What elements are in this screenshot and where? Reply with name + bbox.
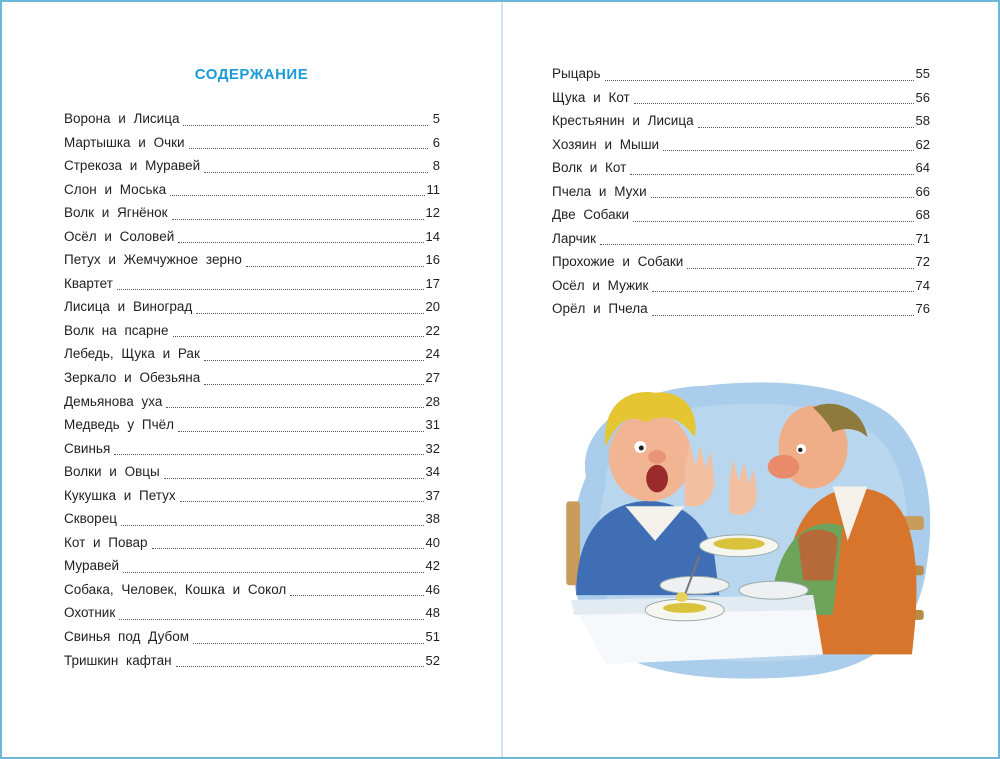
toc-entry-title: Кукушка и Петух [64, 487, 176, 503]
dot-leader [117, 289, 424, 290]
toc-entry[interactable] [552, 253, 930, 277]
toc-entry-title: Скворец [64, 511, 117, 527]
dot-leader [172, 219, 424, 220]
toc-entry-title: Охотник [64, 605, 116, 621]
toc-entry-title: Щука и Кот [552, 89, 630, 105]
illustration-art [545, 368, 943, 684]
toc-entry-page: 56 [915, 89, 930, 105]
toc-entry-title: Зеркало и Обезьяна [64, 370, 201, 386]
toc-entry-title: Осёл и Соловей [64, 228, 175, 244]
toc-entry[interactable] [552, 277, 930, 301]
toc-entry[interactable] [64, 275, 440, 299]
toc-entry-title: Ларчик [552, 230, 597, 246]
toc-entry-page: 27 [425, 370, 440, 386]
toc-entry[interactable] [64, 416, 440, 440]
toc-entry[interactable] [552, 112, 930, 136]
toc-entry-title: Тришкин кафтан [64, 652, 172, 668]
toc-entry-page: 32 [425, 440, 440, 456]
toc-entry-page: 22 [425, 322, 440, 338]
toc-entry[interactable] [64, 322, 440, 346]
toc-entry[interactable] [552, 159, 930, 183]
toc-entry[interactable] [64, 604, 440, 628]
toc-entry-page: 52 [425, 652, 440, 668]
toc-entry-page: 40 [425, 534, 440, 550]
toc-entry-title: Слон и Моська [64, 181, 167, 197]
dot-leader [178, 242, 423, 243]
dot-leader [634, 103, 914, 104]
dot-leader [698, 127, 914, 128]
dot-leader [173, 336, 424, 337]
toc-entry-page: 62 [915, 136, 930, 152]
toc-entry[interactable] [64, 510, 440, 534]
toc-entry-title: Свинья [64, 440, 111, 456]
dot-leader [600, 244, 913, 245]
right-page [503, 2, 1000, 757]
dot-leader [178, 431, 424, 432]
left-page [2, 2, 501, 757]
toc-entry[interactable] [552, 300, 930, 324]
toc-entry-title: Две Собаки [552, 207, 630, 223]
toc-entry-page: 37 [425, 487, 440, 503]
toc-entry-title: Демьянова уха [64, 393, 163, 409]
toc-entry-page: 31 [425, 417, 440, 433]
dot-leader [687, 268, 913, 269]
dot-leader [204, 172, 428, 173]
toc-entry[interactable] [64, 134, 440, 158]
toc-entry-title: Пчела и Мухи [552, 183, 647, 199]
toc-entry[interactable] [552, 183, 930, 207]
toc-entry[interactable] [64, 369, 440, 393]
toc-entry[interactable] [64, 534, 440, 558]
toc-entry-title: Свинья под Дубом [64, 629, 190, 645]
toc-entry-title: Волк и Кот [552, 160, 627, 176]
dot-leader [170, 195, 424, 196]
dot-leader [164, 478, 424, 479]
toc-entry-page: 17 [425, 275, 440, 291]
dot-leader [152, 548, 424, 549]
toc-entry-title: Крестьянин и Лисица [552, 113, 694, 129]
toc-entry-page: 68 [915, 207, 930, 223]
toc-entry[interactable] [64, 581, 440, 605]
dot-leader [176, 666, 424, 667]
dot-leader [189, 148, 428, 149]
toc-entry-title: Медведь у Пчёл [64, 417, 175, 433]
dot-leader [630, 174, 913, 175]
dot-leader [196, 313, 423, 314]
toc-entry[interactable] [64, 181, 440, 205]
toc-entry[interactable] [64, 557, 440, 581]
toc-entry-page: 20 [425, 299, 440, 315]
toc-entry-title: Мартышка и Очки [64, 134, 185, 150]
illustration-demyanova-ukha [545, 368, 943, 684]
toc-title: СОДЕРЖАНИЕ [194, 66, 309, 83]
toc-entry-page: 16 [425, 252, 440, 268]
toc-entry-page: 6 [432, 134, 440, 150]
dot-leader [123, 572, 423, 573]
toc-entry-page: 64 [915, 160, 930, 176]
toc-entry-page: 51 [425, 629, 440, 645]
toc-entry-title: Стрекоза и Муравей [64, 158, 201, 174]
toc-entry-page: 28 [425, 393, 440, 409]
toc-entry-title: Рыцарь [552, 66, 601, 81]
toc-entry[interactable] [64, 628, 440, 652]
toc-entry-page: 34 [425, 464, 440, 480]
toc-entry-title: Волк на псарне [64, 322, 169, 338]
toc-entry-page: 74 [915, 277, 930, 293]
toc-entry-page: 42 [425, 558, 440, 574]
toc-entry-page: 76 [915, 301, 930, 317]
dot-leader [651, 197, 914, 198]
dot-leader [180, 501, 424, 502]
toc-entry-title: Кот и Повар [64, 534, 148, 550]
toc-entry[interactable] [64, 487, 440, 511]
toc-entry-page: 5 [432, 111, 440, 126]
dot-leader [246, 266, 424, 267]
toc-entry[interactable] [64, 298, 440, 322]
toc-entry[interactable] [552, 136, 930, 160]
toc-entry-title: Орёл и Пчела [552, 301, 648, 317]
toc-entry-title: Ворона и Лисица [64, 111, 180, 126]
toc-entry[interactable] [64, 463, 440, 487]
toc-entry-title: Волк и Ягнёнок [64, 205, 168, 221]
toc-entry[interactable] [64, 345, 440, 369]
dot-leader [121, 525, 424, 526]
toc-entry-page: 14 [425, 228, 440, 244]
toc-entry-page: 48 [425, 605, 440, 621]
toc-entry-title: Лисица и Виноград [64, 299, 193, 315]
toc-entry[interactable] [552, 230, 930, 254]
toc-entry[interactable] [64, 393, 440, 417]
dot-leader [605, 80, 914, 81]
dot-leader [193, 643, 424, 644]
toc-entry-page: 58 [915, 113, 930, 129]
dot-leader [652, 291, 913, 292]
toc-entry[interactable] [64, 204, 440, 228]
toc-entry-title: Волки и Овцы [64, 464, 160, 480]
dot-leader [663, 150, 913, 151]
toc-entry-page: 72 [915, 254, 930, 270]
dot-leader [119, 619, 423, 620]
dot-leader [183, 125, 428, 126]
toc-list-left [64, 110, 440, 675]
toc-entry[interactable] [552, 65, 930, 89]
toc-entry[interactable] [552, 89, 930, 113]
toc-entry-title: Осёл и Мужик [552, 277, 649, 293]
toc-entry[interactable] [64, 110, 440, 134]
dot-leader [114, 454, 423, 455]
toc-entry[interactable] [64, 251, 440, 275]
toc-entry-page: 24 [425, 346, 440, 362]
toc-list-right [552, 65, 930, 324]
toc-entry[interactable] [64, 652, 440, 676]
toc-entry-title: Петух и Жемчужное зерно [64, 252, 242, 268]
dot-leader [204, 360, 424, 361]
toc-entry-page: 71 [915, 230, 930, 246]
toc-entry[interactable] [64, 157, 440, 181]
dot-leader [166, 407, 423, 408]
toc-entry-page: 38 [425, 511, 440, 527]
toc-entry-title: Прохожие и Собаки [552, 254, 684, 270]
dot-leader [652, 315, 914, 316]
dot-leader [633, 221, 913, 222]
toc-entry-title: Муравей [64, 558, 120, 574]
toc-entry-page: 12 [425, 205, 440, 221]
toc-entry-title: Квартет [64, 275, 113, 291]
toc-entry-page: 8 [432, 158, 440, 174]
toc-entry-page: 55 [915, 66, 930, 81]
toc-entry-title: Хозяин и Мыши [552, 136, 660, 152]
toc-entry[interactable] [64, 228, 440, 252]
toc-entry-title: Собака, Человек, Кошка и Сокол [64, 581, 287, 597]
toc-entry[interactable] [64, 440, 440, 464]
dot-leader [290, 595, 423, 596]
toc-entry-page: 46 [425, 581, 440, 597]
toc-entry-title: Лебедь, Щука и Рак [64, 346, 200, 362]
toc-entry[interactable] [552, 206, 930, 230]
toc-entry-page: 11 [426, 181, 440, 197]
dot-leader [204, 384, 423, 385]
toc-entry-page: 66 [915, 183, 930, 199]
